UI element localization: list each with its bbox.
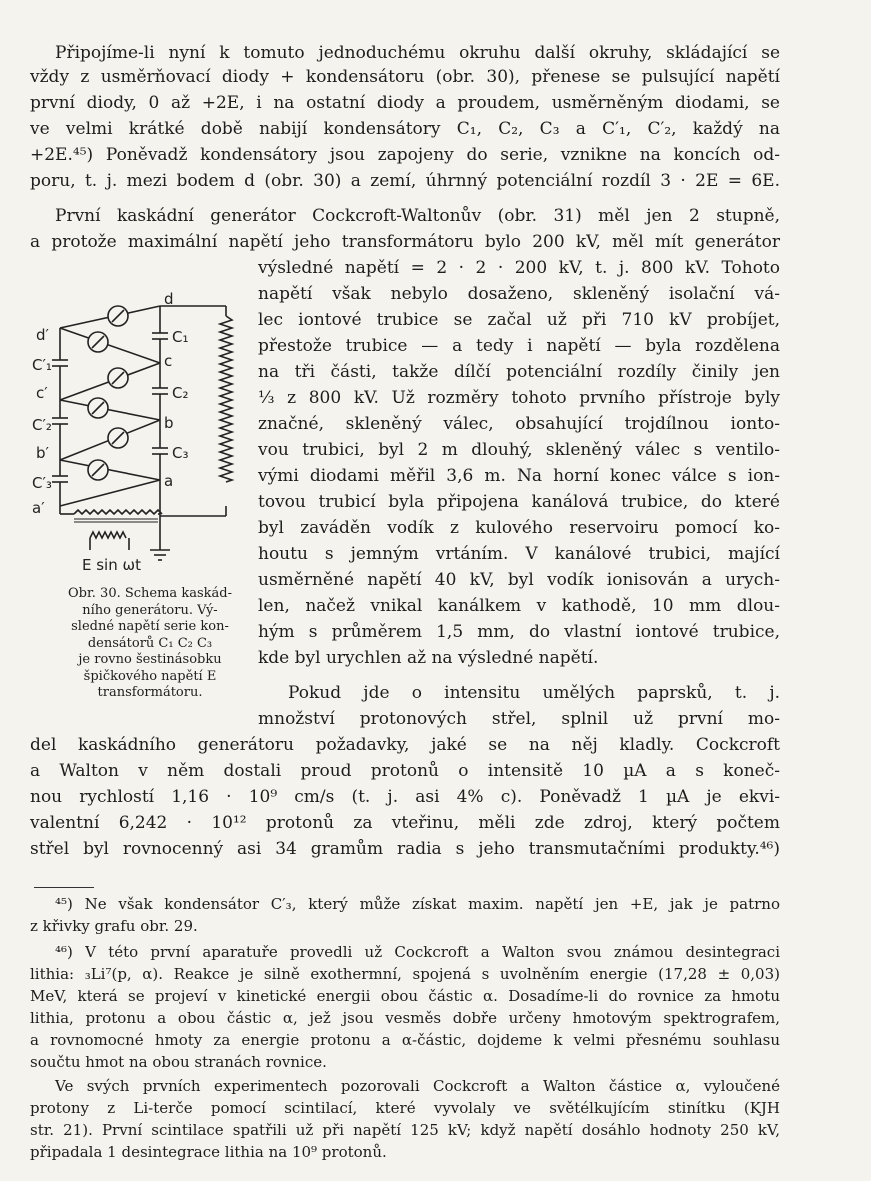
text-line: výsledné napětí = 2 · 2 · 200 kV, t. j. 800 kV. Tohoto <box>258 258 780 278</box>
text-line: napětí však nebylo dosaženo, skleněný isolační vá- <box>258 284 780 304</box>
label-d-prime: d′ <box>36 326 49 344</box>
text-line: tovou trubicí byla připojena kanálová trubice, do které <box>258 492 780 512</box>
footnote-extra-line: Ve svých prvních experimentech pozorovali Cockcroft a Walton částice α, vyloučené <box>55 1077 780 1095</box>
footnote-46-line: ⁴⁶) V této první aparatuře provedli už Cockcroft a Walton svou známou desintegraci <box>55 943 780 961</box>
text-line: usměrněné napětí 40 kV, byl vodík ionisován a urych- <box>258 570 780 590</box>
text-line: houtu s jemným vrtáním. V kanálové trubici, mající <box>258 544 780 564</box>
text-line: hým s průměrem 1,5 mm, do vlastní iontové trubice, <box>258 622 780 642</box>
text-line: značné, skleněný válec, obsahující trojdílnou ionto- <box>258 414 780 434</box>
text-line: valentní 6,242 · 10¹² protonů za vteřinu, měli zde zdroj, který počtem <box>30 813 780 833</box>
text-line: přestože trubice — a tedy i napětí — byla rozdělena <box>258 336 780 356</box>
text-line: vou trubici, byl 2 m dlouhý, skleněný válec s ventilo- <box>258 440 780 460</box>
footnote-45-line: ⁴⁵) Ne však kondensátor C′₃, který může získat maxim. napětí jen +E, jak je patrno <box>55 895 780 913</box>
text-line: první diody, 0 až +2E, i na ostatní diody a proudem, usměrněným diodami, se <box>30 93 780 113</box>
label-b: b <box>164 414 174 432</box>
label-c3: C₃ <box>172 444 189 462</box>
text-line: len, načež vnikal kanálkem v kathodě, 10 mm dlou- <box>258 596 780 616</box>
footnote-divider <box>34 887 94 888</box>
caption-line: transformátoru. <box>97 685 203 700</box>
footnote-46-line: MeV, která se projeví v kinetické energii obou částic α. Dosadíme-li do rovnice za hmotu <box>30 987 780 1005</box>
text-line: střel byl rovnocenný asi 34 gramům radia s jeho transmutačními produkty.⁴⁶) <box>30 839 780 859</box>
caption-line: sledné napětí serie kon- <box>71 619 229 634</box>
label-a-prime: a′ <box>32 499 45 517</box>
text-line: Pokud jde o intensitu umělých paprsků, t. j. <box>288 683 780 703</box>
label-a: a <box>164 472 174 490</box>
text-line: +2E.⁴⁵) Poněvadž kondensátory jsou zapojeny do serie, vznikne na koncích od- <box>30 145 780 165</box>
text-line: a Walton v něm dostali proud protonů o intensitě 10 µA a s koneč- <box>30 761 780 781</box>
text-line: Připojíme-li nyní k tomuto jednoduchému okruhu další okruhy, skládající se <box>55 43 780 63</box>
text-line: ⅓ z 800 kV. Už rozměry tohoto prvního přístroje byly <box>258 388 780 408</box>
footnote-extra-line: protony z Li-terče pomocí scintilací, které vyvolaly ve světélkujícím stinítku (KJH <box>30 1099 780 1117</box>
caption-line: špičkového napětí E <box>83 668 217 684</box>
footnote-46-line: lithia: ₃Li⁷(p, α). Reakce je silně exothermní, spojená s uvolněním energie (17,28 ± 0,03) <box>30 965 780 983</box>
text-line: ve velmi krátké době nabijí kondensátory C₁, C₂, C₃ a C′₁, C′₂, každý na <box>30 119 780 139</box>
text-line: del kaskádního generátoru požadavky, jaké se na něj kladly. Cockcroft <box>30 735 780 755</box>
label-c1: C₁ <box>172 328 189 346</box>
label-source: E sin ωt <box>82 556 141 574</box>
footnote-extra-line: připadala 1 desintegrace lithia na 10⁹ protonů. <box>30 1143 387 1161</box>
text-line: množství protonových střel, splnil už první mo- <box>258 709 780 729</box>
text-line: a protože maximální napětí jeho transformátoru bylo 200 kV, měl mít generátor <box>30 232 780 252</box>
label-c1-prime: C′₁ <box>32 356 52 374</box>
footnote-46-line: součtu hmot na obou stranách rovnice. <box>30 1053 327 1071</box>
text-line: byl zaváděn vodík z kulového reservoiru pomocí ko- <box>258 518 780 538</box>
label-b-prime: b′ <box>36 444 49 462</box>
footnote-45-line: z křivky grafu obr. 29. <box>30 917 198 935</box>
caption-line: Obr. 30. Schema kaskád- <box>68 586 232 601</box>
footnote-46-line: lithia, protonu a obou částic α, jež jsou vesměs dobře určeny hmotovým spektrografem, <box>30 1009 780 1027</box>
text-line: První kaskádní generátor Cockcroft-Waltonův (obr. 31) měl jen 2 stupně, <box>55 206 780 226</box>
text-line: poru, t. j. mezi bodem d (obr. 30) a zemí, úhrnný potenciální rozdíl 3 · 2E = 6E. <box>30 171 780 191</box>
text-line: vými diodami měřil 3,6 m. Na horní konec válce s ion- <box>258 466 780 486</box>
text-line: vždy z usměrňovací diody + kondensátoru (obr. 30), přenese se pulsující napětí <box>30 67 780 87</box>
caption-line: densátorů C₁ C₂ C₃ <box>87 635 213 651</box>
text-line: nou rychlostí 1,16 · 10⁹ cm/s (t. j. asi 4% c). Poněvadž 1 µA je ekvi- <box>30 787 780 807</box>
caption-line: je rovno šestinásobku <box>78 652 222 667</box>
figure-caption <box>40 586 260 702</box>
label-c3-prime: C′₃ <box>32 474 52 492</box>
footnote-extra-line: str. 21). První scintilace spatřili už při napětí 125 kV; když napětí dosáhlo hodnoty 250 kV, <box>30 1121 780 1139</box>
label-c: c <box>164 352 173 370</box>
label-c2: C₂ <box>172 384 189 402</box>
label-d: d <box>164 290 174 308</box>
text-line: lec iontové trubice se začal už při 710 kV probíjet, <box>258 310 780 330</box>
text-line: kde byl urychlen až na výsledné napětí. <box>258 648 599 668</box>
cascade-generator-schematic <box>28 288 248 578</box>
text-line: na tři části, takže dílčí potenciální rozdíly činily jen <box>258 362 780 382</box>
label-c-prime: c′ <box>36 384 48 402</box>
caption-line: ního generátoru. Vý- <box>82 602 218 618</box>
footnote-46-line: a rovnomocné hmoty za energie protonu a α-částic, dojdeme k velmi přesnému souhlasu <box>30 1031 780 1049</box>
label-c2-prime: C′₂ <box>32 416 52 434</box>
